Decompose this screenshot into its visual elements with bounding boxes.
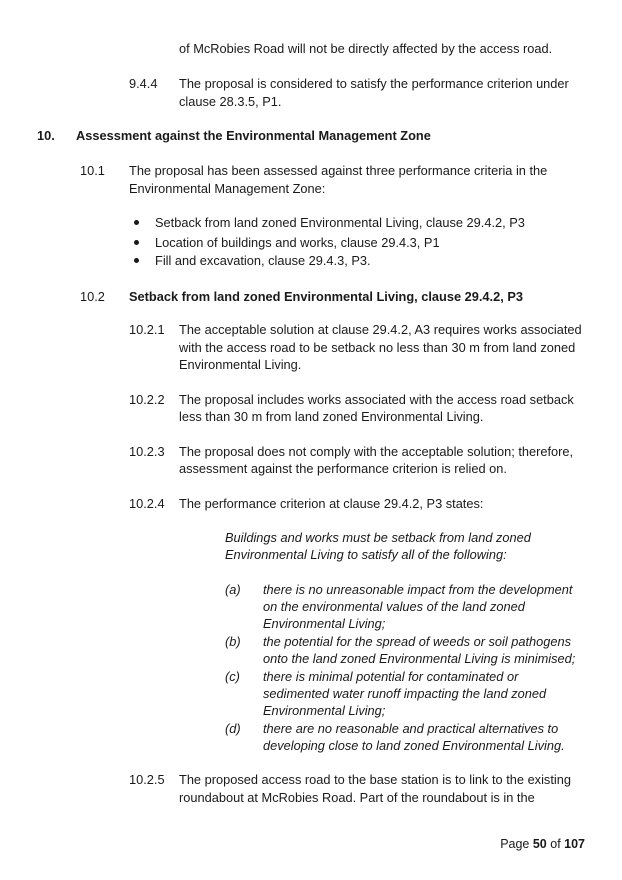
- paragraph-9-4-4-line-2: clause 28.3.5, P1.: [179, 94, 282, 109]
- bullet-item-2: Location of buildings and works, clause 29.4.3, P1: [155, 235, 440, 250]
- page-label: Page: [500, 837, 533, 851]
- quote-intro-line-2: Environmental Living to satisfy all of the following:: [225, 547, 507, 562]
- paragraph-10-2-4: The performance criterion at clause 29.4.2, P3 states:: [179, 496, 484, 511]
- paragraph-10-2-5-line-2: roundabout at McRobies Road. Part of the roundabout is in the: [179, 790, 535, 805]
- paragraph-10-1-line-2: Environmental Management Zone:: [129, 181, 326, 196]
- paragraph-10-2-3-line-2: assessment against the performance criterion is relied on.: [179, 461, 507, 476]
- list-item-a-line-3: Environmental Living;: [263, 616, 386, 631]
- list-label-c: (c): [225, 669, 240, 684]
- section-number-10: 10.: [37, 128, 55, 143]
- list-item-b-line-1: the potential for the spread of weeds or soil pathogens: [263, 634, 572, 649]
- paragraph-10-2-1-line-3: Environmental Living.: [179, 357, 302, 372]
- clause-number-10-2-3: 10.2.3: [129, 444, 165, 459]
- list-item-c-line-2: sedimented water runoff impacting the land zoned: [263, 686, 547, 701]
- list-label-d: (d): [225, 721, 241, 736]
- clause-number-10-2-2: 10.2.2: [129, 392, 165, 407]
- list-label-a: (a): [225, 582, 241, 597]
- bullet-item-3: Fill and excavation, clause 29.4.3, P3.: [155, 253, 371, 268]
- clause-number-10-1: 10.1: [80, 163, 105, 178]
- paragraph-10-2-2-line-2: less than 30 m from land zoned Environmental Living.: [179, 409, 484, 424]
- paragraph-9-4-3-continuation: of McRobies Road will not be directly affected by the access road.: [179, 41, 553, 56]
- paragraph-9-4-4-line-1: The proposal is considered to satisfy the performance criterion under: [179, 76, 569, 91]
- bullet-item-1: Setback from land zoned Environmental Living, clause 29.4.2, P3: [155, 215, 525, 230]
- page-of-label: of: [546, 837, 565, 851]
- list-item-d-line-1: there are no reasonable and practical alternatives to: [263, 721, 559, 736]
- clause-number-10-2: 10.2: [80, 289, 105, 304]
- page-number-footer: [500, 836, 585, 852]
- paragraph-10-2-3-line-1: The proposal does not comply with the acceptable solution; therefore,: [179, 444, 574, 459]
- paragraph-10-2-1-line-2: with the access road to be setback no less than 30 m from land zoned: [179, 340, 576, 355]
- list-label-b: (b): [225, 634, 241, 649]
- clause-number-10-2-1: 10.2.1: [129, 322, 165, 337]
- total-pages-number: 107: [564, 837, 585, 851]
- subheading-10-2: Setback from land zoned Environmental Living, clause 29.4.2, P3: [129, 289, 523, 304]
- paragraph-10-2-1-line-1: The acceptable solution at clause 29.4.2, A3 requires works associated: [179, 322, 582, 337]
- clause-number-10-2-5: 10.2.5: [129, 772, 165, 787]
- bullet-marker: [134, 240, 139, 245]
- paragraph-10-1-line-1: The proposal has been assessed against three performance criteria in the: [129, 163, 548, 178]
- clause-number-10-2-4: 10.2.4: [129, 496, 165, 511]
- bullet-marker: [134, 258, 139, 263]
- paragraph-10-2-2-line-1: The proposal includes works associated with the access road setback: [179, 392, 574, 407]
- section-heading-10: Assessment against the Environmental Management Zone: [76, 128, 431, 143]
- list-item-b-line-2: onto the land zoned Environmental Living is minimised;: [263, 651, 576, 666]
- current-page-number: 50: [532, 837, 547, 851]
- quote-intro-line-1: Buildings and works must be setback from land zoned: [225, 530, 531, 545]
- list-item-a-line-1: there is no unreasonable impact from the development: [263, 582, 573, 597]
- bullet-marker: [134, 220, 139, 225]
- list-item-a-line-2: on the environmental values of the land zoned: [263, 599, 525, 614]
- list-item-d-line-2: developing close to land zoned Environmental Living.: [263, 738, 565, 753]
- list-item-c-line-1: there is minimal potential for contaminated or: [263, 669, 519, 684]
- list-item-c-line-3: Environmental Living;: [263, 703, 386, 718]
- clause-number-9-4-4: 9.4.4: [129, 76, 158, 91]
- paragraph-10-2-5-line-1: The proposed access road to the base station is to link to the existing: [179, 772, 571, 787]
